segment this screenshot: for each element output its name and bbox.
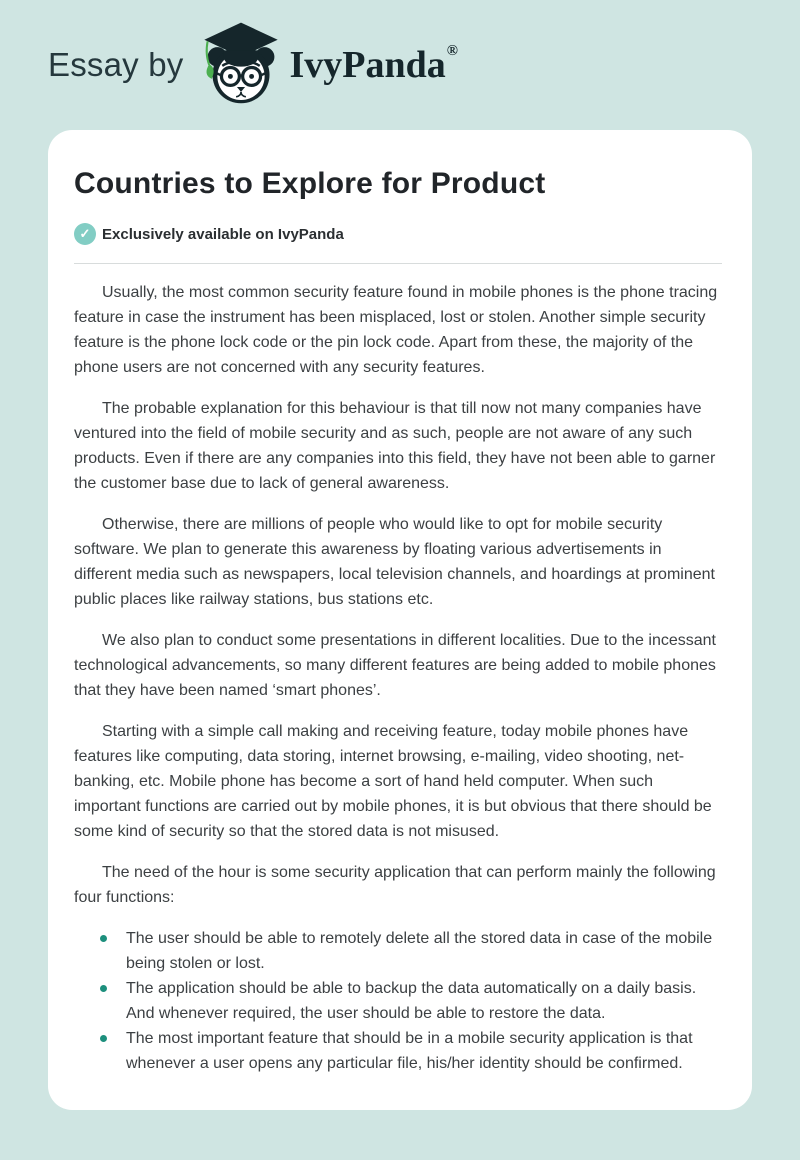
- panda-logo-icon: [200, 21, 282, 109]
- exclusive-badge-label: Exclusively available on IvyPanda: [102, 225, 344, 243]
- site-header: [0, 0, 800, 130]
- brand-name: IvyPanda: [289, 44, 446, 86]
- list-item: The application should be able to backup the data automatically on a daily basis. And whenever required, the user should be able to restore the data.: [88, 976, 722, 1026]
- ivypanda-logo[interactable]: [200, 21, 459, 109]
- essay-card: [48, 130, 752, 1110]
- essay-by-label: Essay by: [48, 46, 184, 83]
- registered-trademark: ®: [446, 43, 458, 59]
- divider: [74, 263, 722, 264]
- essay-paragraph: Starting with a simple call making and receiving feature, today mobile phones have features like computing, data storing, internet browsing, e-mailing, video shooting, net-banking, etc. Mobile phone has become a sort of hand held computer. When such important functions are carried out by mobile phones, it is but obvious that there should be some kind of security so that the stored data is not misused.: [74, 723, 712, 840]
- essay-paragraph: The need of the hour is some security application that can perform mainly the following four functions:: [74, 864, 716, 906]
- list-item: The user should be able to remotely delete all the stored data in case of the mobile being stolen or lost.: [88, 926, 722, 976]
- essay-paragraph: Otherwise, there are millions of people who would like to opt for mobile security software. We plan to generate this awareness by floating various advertisements in different media such as newspapers, local television channels, and hoardings at prominent public places like railway stations, bus stations etc.: [74, 516, 715, 608]
- page-title: Countries to Explore for Product: [74, 167, 546, 200]
- essay-paragraph: We also plan to conduct some presentations in different localities. Due to the incessant technological advancements, so many different features are being added to mobile phones that they have been named ‘smart phones’.: [74, 632, 716, 699]
- exclusive-badge: [74, 223, 722, 245]
- check-icon: ✓: [74, 223, 96, 245]
- functions-list: [88, 926, 722, 1076]
- list-item: The most important feature that should be in a mobile security application is that whenever a user opens any particular file, his/her identity should be confirmed.: [88, 1026, 722, 1076]
- essay-paragraph: The probable explanation for this behaviour is that till now not many companies have ventured into the field of mobile security and as such, people are not aware of any such products. Even if there are any companies into this field, they have not been able to garner the customer base due to lack of general awareness.: [74, 400, 716, 492]
- essay-paragraph: Usually, the most common security feature found in mobile phones is the phone tracing feature in case the instrument has been misplaced, lost or stolen. Another simple security feature is the phone lock code or the pin lock code. Apart from these, the majority of the phone users are not concerned with any security features.: [74, 284, 718, 376]
